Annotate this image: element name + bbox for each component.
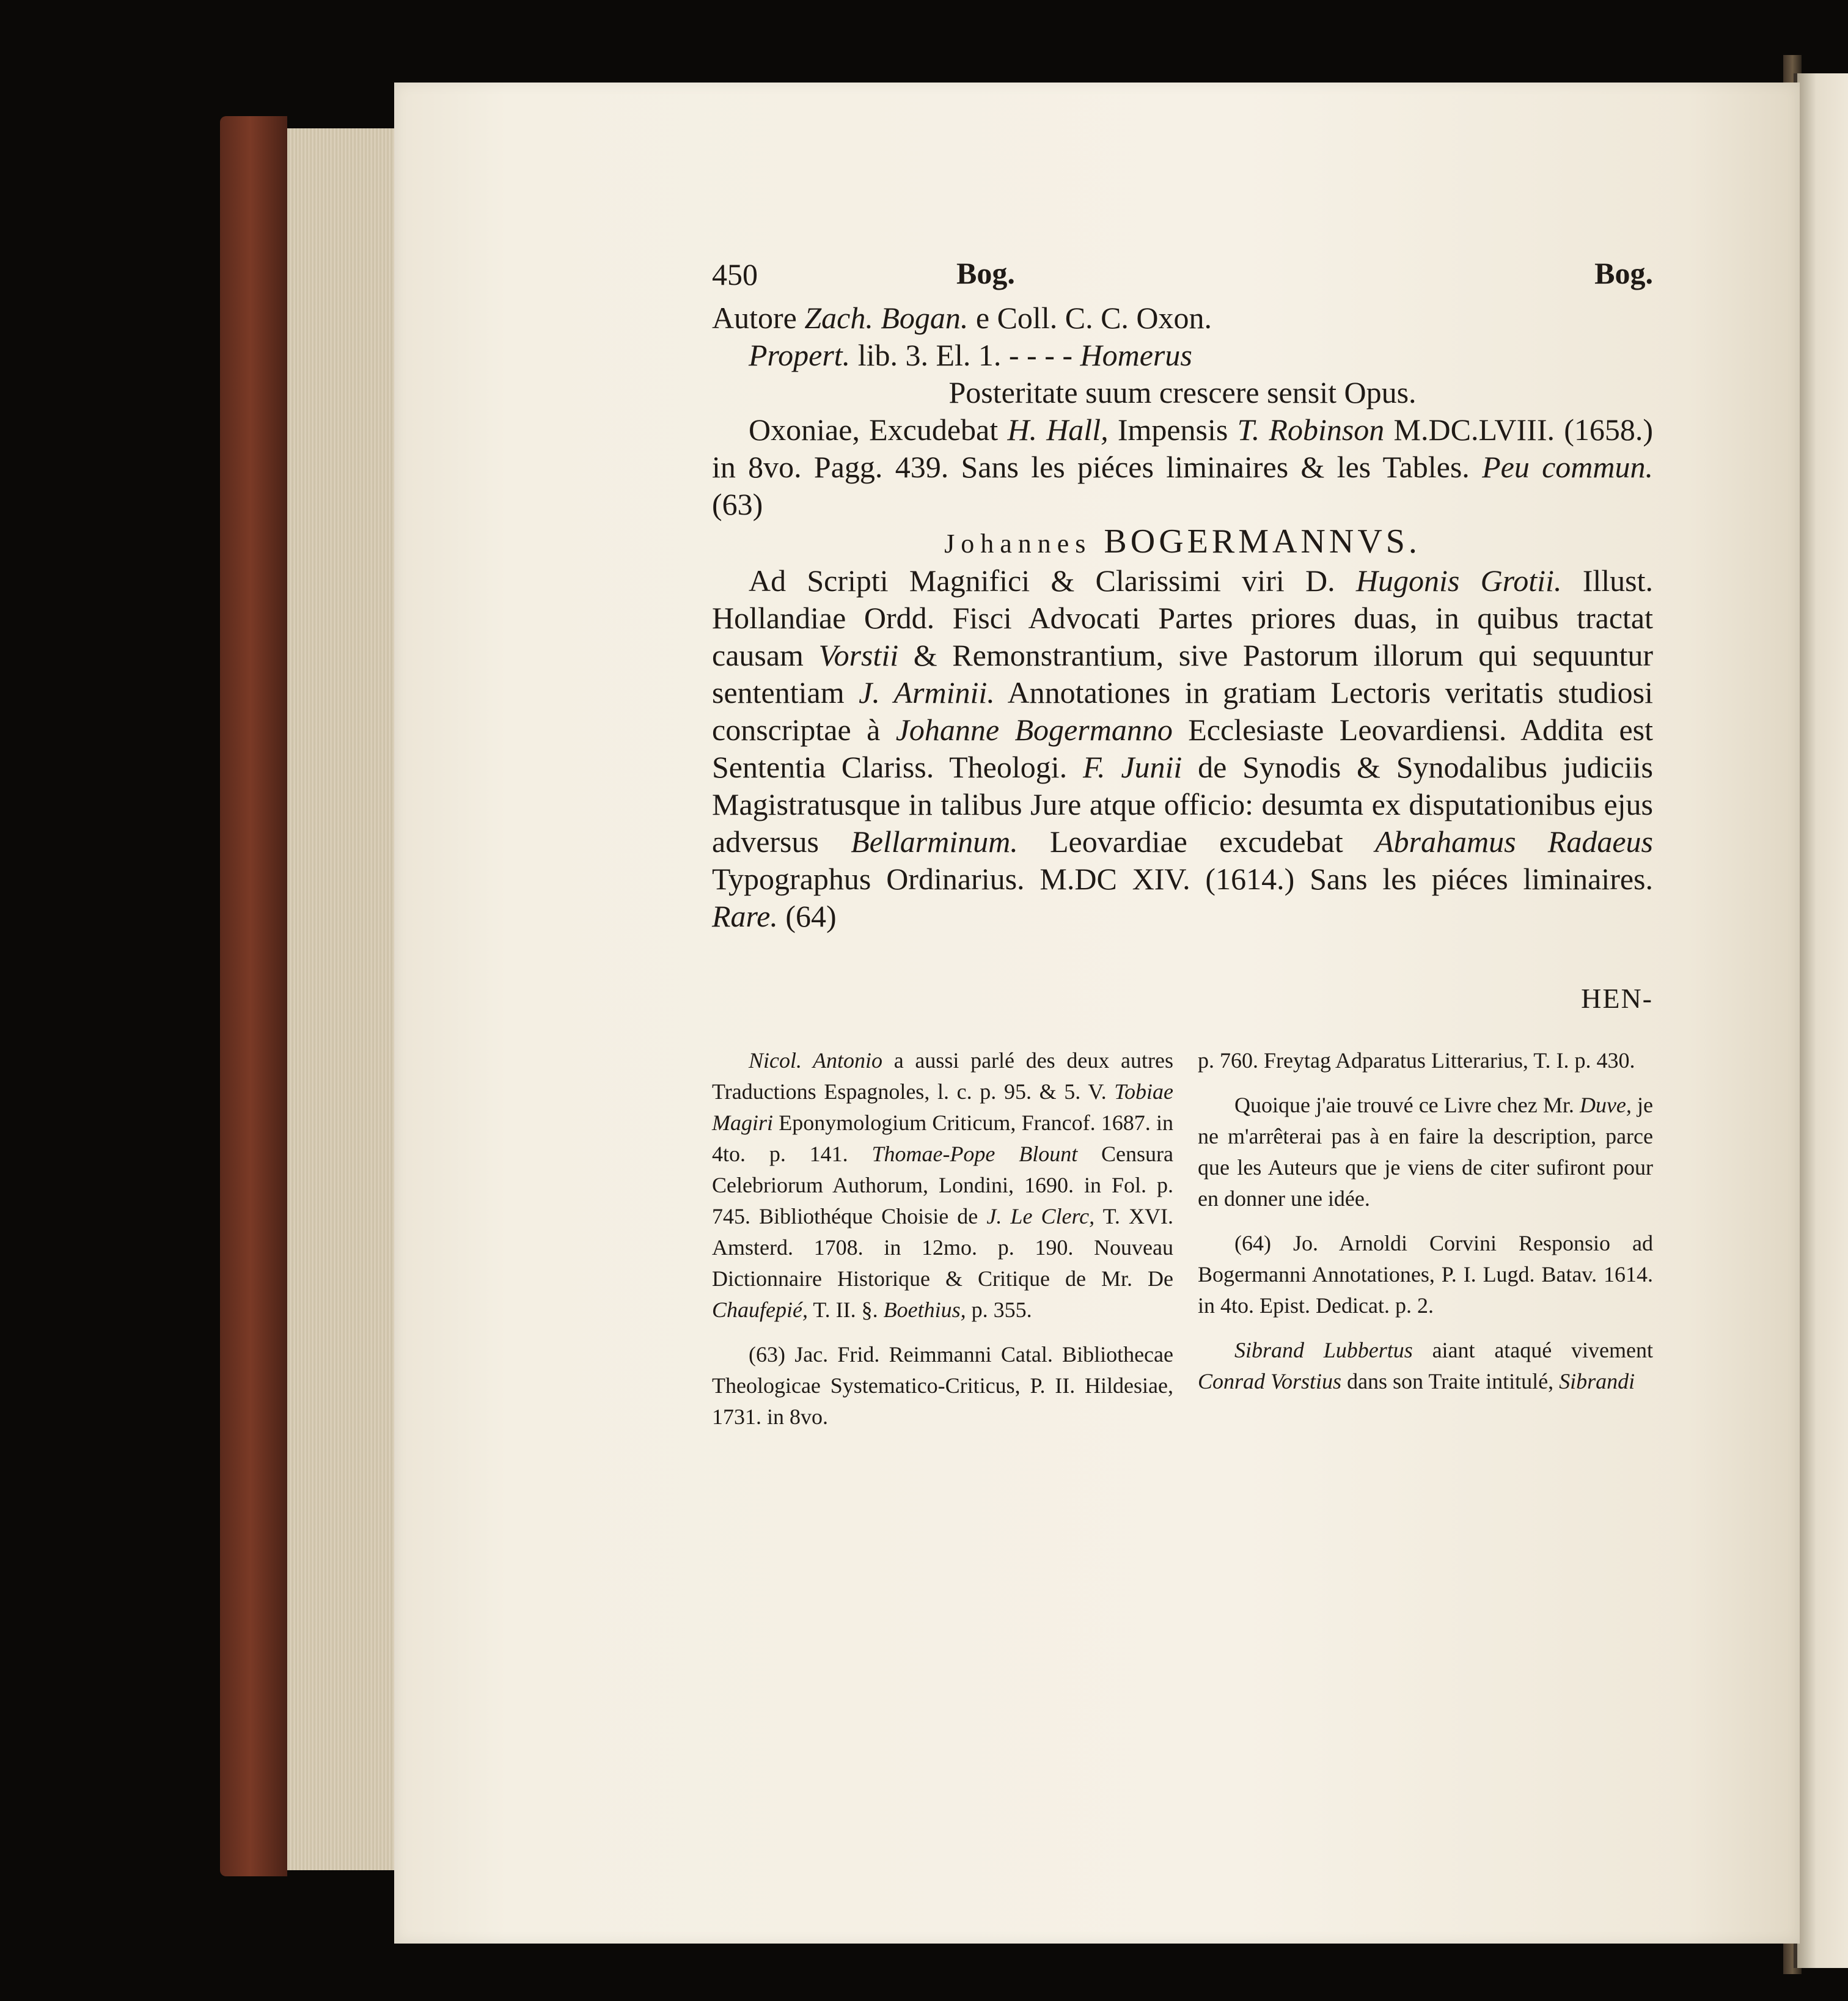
facing-page-edge [1794,73,1848,1968]
page-number: 450 [712,257,758,292]
footnote: Nicol. Antonio a aussi parlé des deux autres Traductions Espagnoles, l. c. p. 95. & 5. V. Tobiae Magiri Eponymologium Criticum, Francof. 1687. in 4to. p. 141. Thomae-Pope Blount Censura Celebriorum Authorum, Londini, 1690. in Fol. p. 745. Bibliothéque Choisie de J. Le Clerc, T. XVI. Amsterd. 1708. in 12mo. p. 190. Nouveau Dictionnaire Historique & Critique de Mr. De Chaufepié, T. II. §. Boethius, p. 355. [712,1048,1173,1322]
running-head-left: Bog. [956,256,1015,290]
entry-line: Autore Zach. Bogan. e Coll. C. C. Oxon. [712,301,1212,335]
entry-paragraph: Ad Scripti Magnifici & Clarissimi viri D. Hugonis Grotii. Illust. Hollandiae Ordd. Fisci Advocati Partes priores duas, in quibus tractat causam Vorstii & Remonstrantium, sive Pastorum illorum qui sequuntur sententiam J. Arminii. Annotationes in gratiam Lectoris veritatis studiosi conscriptae à Johanne Bogermanno Ecclesiaste Leovardiensi. Addita est Sententia Clariss. Theologi. F. Junii de Synodis & Synodalibus judiciis Magistratusque in talibus Jure atque officio: desumta ex disputationibus ejus adversus Bellarminum. Leovardiae excudebat Abrahamus Radaeus Typographus Ordinarius. M.DC XIV. (1614.) Sans les piéces liminaires. Rare. (64) [712,564,1653,933]
entry-heading: Johannes BOGERMANNVS. [944,523,1421,560]
footnotes-right-column [1198,1045,1653,1411]
verse-line: Posteritate suum crescere sensit Opus. [948,375,1417,409]
footnote-continuation: p. 760. Freytag Adparatus Litterarius, T. I. p. 430. [1198,1048,1635,1073]
catchword: HEN- [1581,983,1653,1014]
page-block-edges [287,128,397,1870]
footnote: Sibrand Lubbertus aiant ataqué vivement Conrad Vorstius dans son Traite intitulé, Sibrandi [1198,1338,1653,1393]
footnotes-left-column [712,1045,1173,1446]
imprint-paragraph: Oxoniae, Excudebat H. Hall, Impensis T. Robinson M.DC.LVIII. (1658.) in 8vo. Pagg. 439. Sans les piéces liminaires & les Tables. Peu commun. (63) [712,413,1653,521]
footnote: Quoique j'aie trouvé ce Livre chez Mr. Duve, je ne m'arrêterai pas à en faire la description, parce que les Auteurs que je viens de citer sufiront pour en donner une idée. [1198,1093,1653,1211]
entry-line: Propert. lib. 3. El. 1. - - - - Homerus [749,338,1192,372]
footnote-63: (63) Jac. Frid. Reimmanni Catal. Bibliothecae Theologicae Systematico-Criticus, P. II. Hildesiae, 1731. in 8vo. [712,1342,1173,1429]
running-head-right: Bog. [1594,256,1653,290]
footnote-64: (64) Jo. Arnoldi Corvini Responsio ad Bogermanni Annotationes, P. I. Lugd. Batav. 1614. in 4to. Epist. Dedicat. p. 2. [1198,1231,1653,1318]
main-text [712,299,1653,1014]
book-cover-edge [220,116,287,1876]
